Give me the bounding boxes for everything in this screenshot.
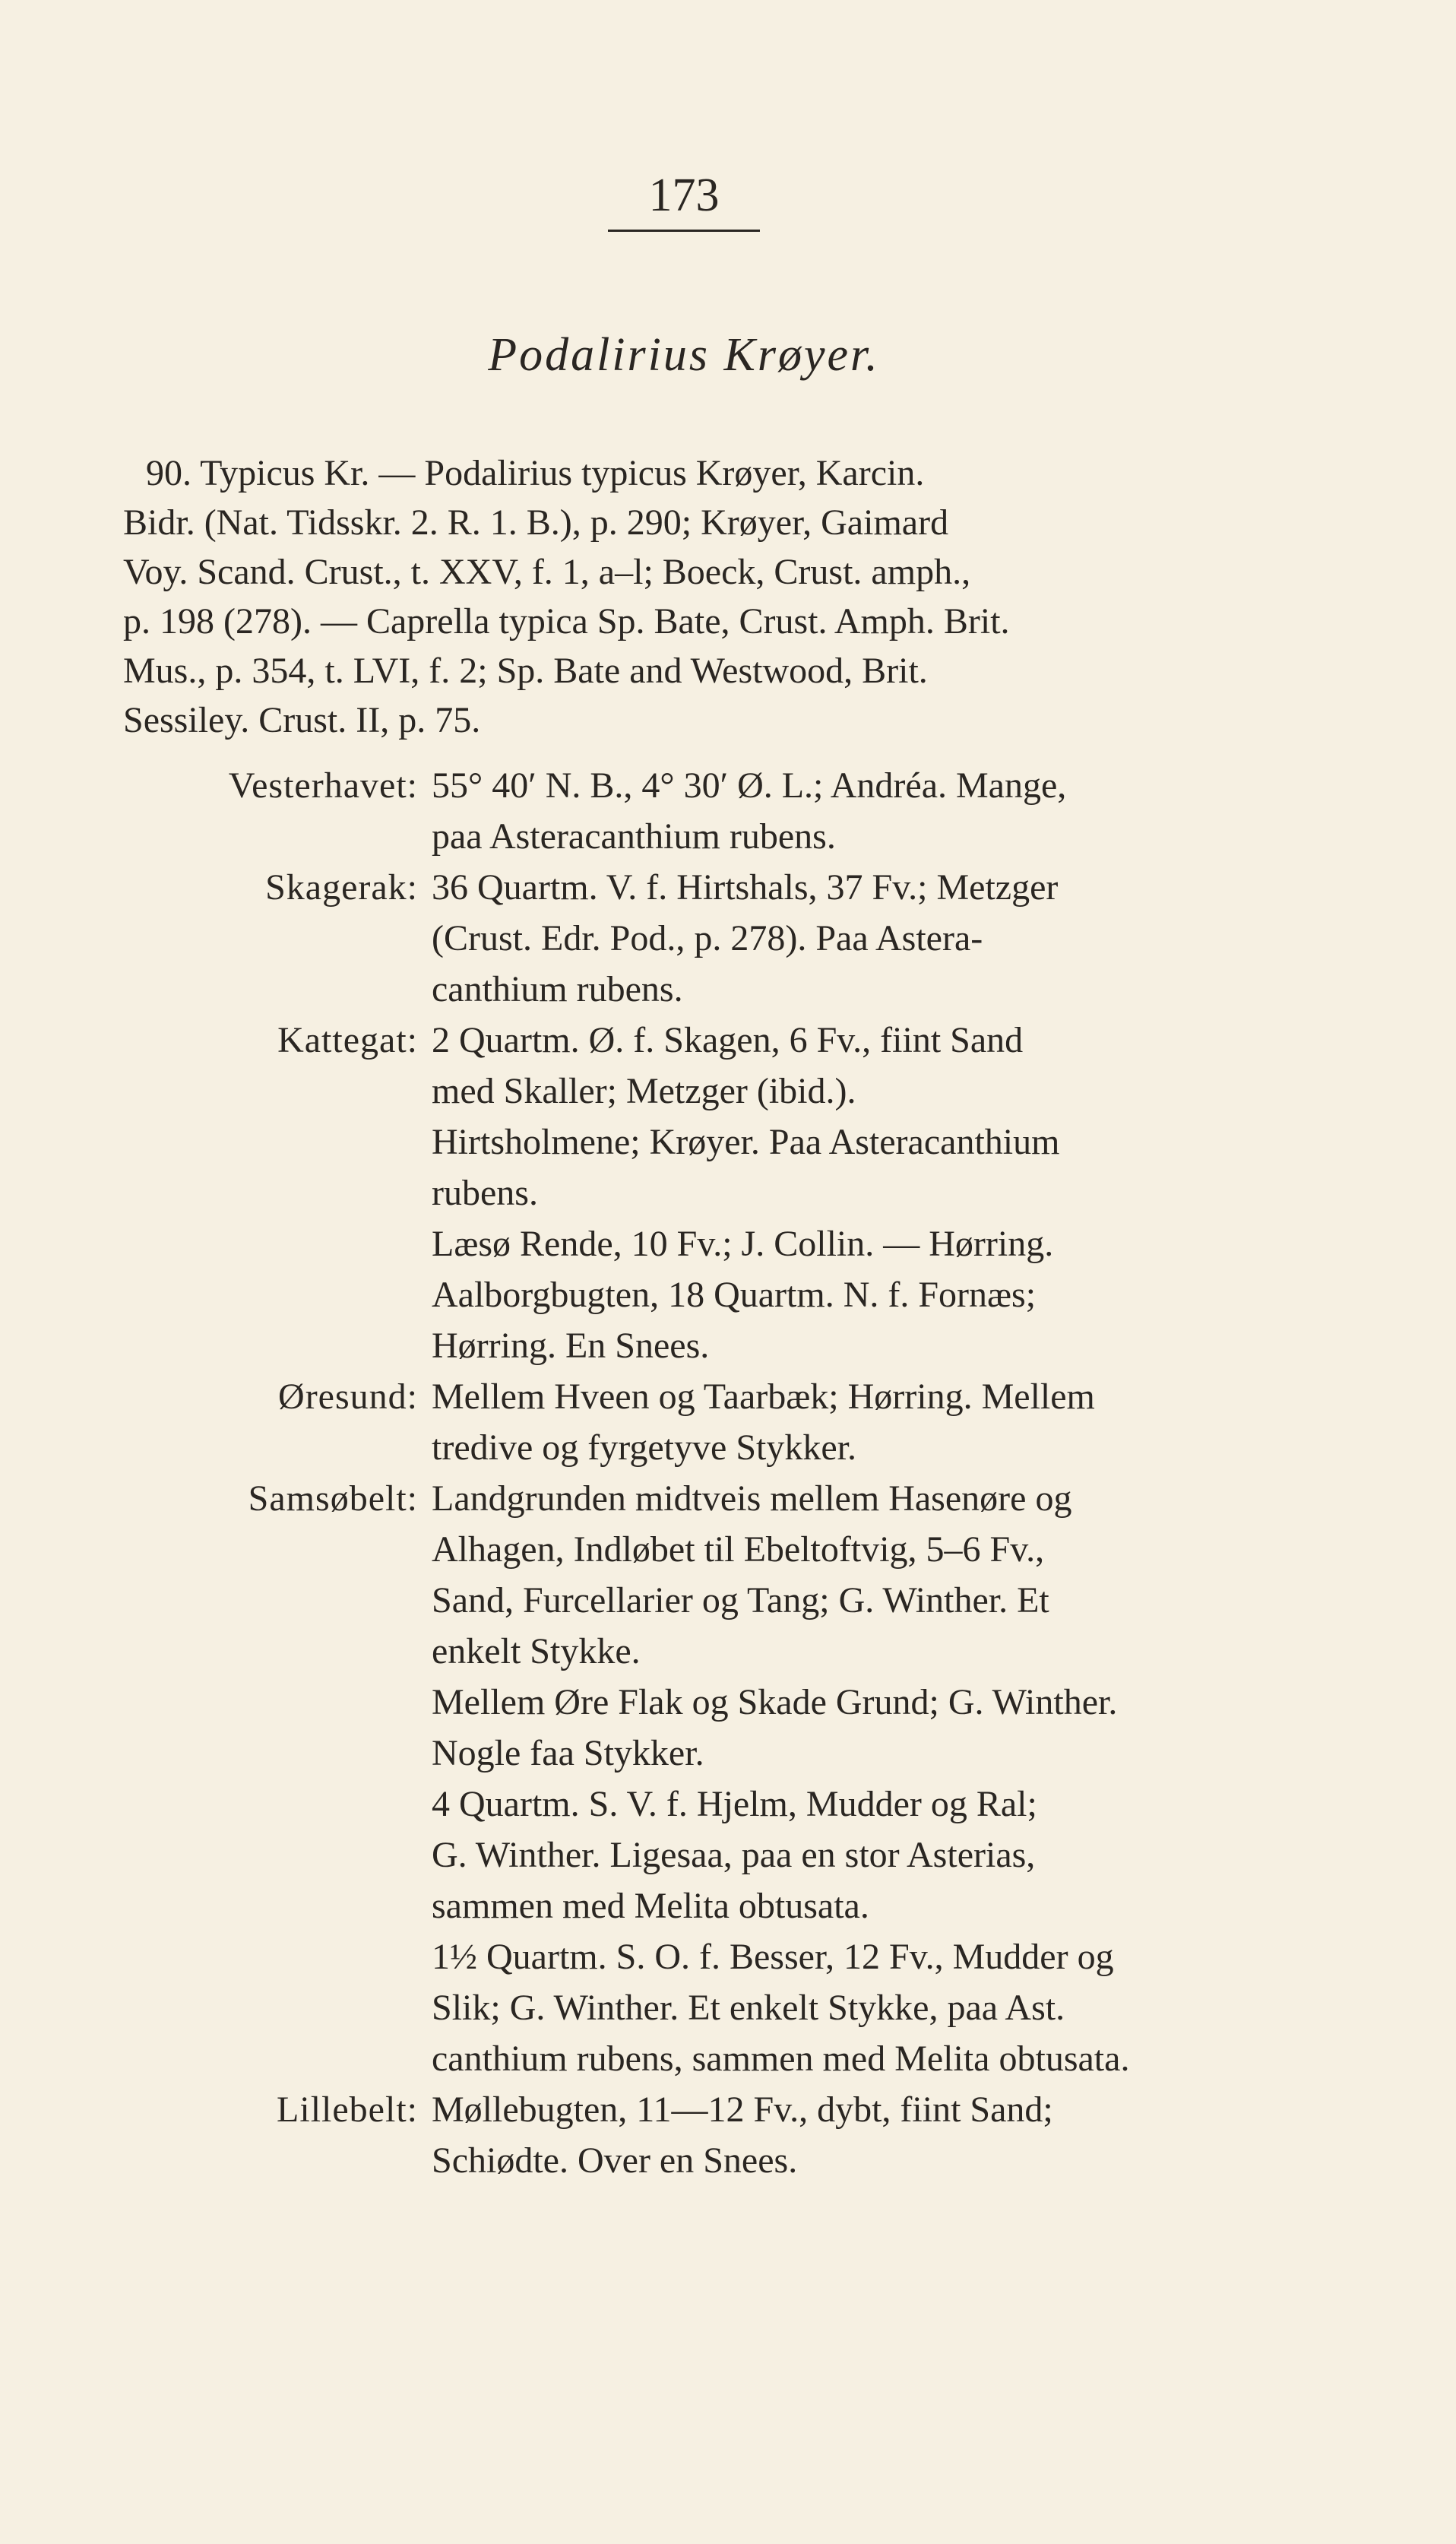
locality-line: canthium rubens. xyxy=(432,969,683,1009)
locality-line: 1½ Quartm. S. O. f. Besser, 12 Fv., Mudder og xyxy=(432,1937,1114,1977)
region-label: Lillebelt: xyxy=(277,2089,418,2130)
species-entry xyxy=(123,448,1263,745)
locality-line: Aalborgbugten, 18 Quartm. N. f. Fornæs; xyxy=(432,1275,1037,1315)
locality-text xyxy=(432,760,1269,862)
locality-text xyxy=(432,1015,1269,1371)
locality-text xyxy=(432,1473,1269,2084)
region-label: Skagerak: xyxy=(265,867,418,908)
locality-line: enkelt Stykke. xyxy=(432,1631,641,1671)
region-label: Øresund: xyxy=(278,1377,418,1417)
locality-line: Schiødte. Over en Snees. xyxy=(432,2140,798,2181)
region-label: Samsøbelt: xyxy=(248,1478,418,1519)
locality-line: Alhagen, Indløbet til Ebeltoftvig, 5–6 Fv., xyxy=(432,1529,1045,1570)
page-number-rule xyxy=(608,230,760,232)
locality-line: sammen med Melita obtusata. xyxy=(432,1886,869,1926)
locality-line: Slik; G. Winther. Et enkelt Stykke, paa Ast. xyxy=(432,1988,1065,2028)
locality-kattegat xyxy=(114,1015,1269,1371)
locality-line: Hirtsholmene; Krøyer. Paa Asteracanthium xyxy=(432,1122,1060,1162)
entry-line: Mus., p. 354, t. LVI, f. 2; Sp. Bate and Westwood, Brit. xyxy=(123,651,928,691)
locality-samsobelt xyxy=(114,1473,1269,2084)
locality-line: G. Winther. Ligesaa, paa en stor Asterias, xyxy=(432,1835,1036,1875)
entry-line: p. 198 (278). — Caprella typica Sp. Bate, Crust. Amph. Brit. xyxy=(123,601,1010,642)
locality-line: canthium rubens, sammen med Melita obtusata. xyxy=(432,2039,1130,2079)
locality-line: Mellem Øre Flak og Skade Grund; G. Winther. xyxy=(432,1682,1118,1722)
region-label: Vesterhavet: xyxy=(228,765,418,806)
locality-lillebelt xyxy=(114,2084,1269,2186)
entry-line: 90. Typicus Kr. — Podalirius typicus Krøyer, Karcin. xyxy=(146,453,925,493)
locality-text xyxy=(432,862,1269,1015)
locality-line: Sand, Furcellarier og Tang; G. Winther. Et xyxy=(432,1580,1049,1620)
locality-line: 36 Quartm. V. f. Hirtshals, 37 Fv.; Metzger xyxy=(432,867,1059,908)
locality-line: Læsø Rende, 10 Fv.; J. Collin. — Hørring. xyxy=(432,1224,1054,1264)
locality-line: paa Asteracanthium rubens. xyxy=(432,816,836,857)
locality-line: 55° 40′ N. B., 4° 30′ Ø. L.; Andréa. Mange, xyxy=(432,765,1067,806)
locality-line: rubens. xyxy=(432,1173,538,1213)
locality-line: Nogle faa Stykker. xyxy=(432,1733,704,1773)
locality-vesterhavet xyxy=(114,760,1269,862)
locality-line: Landgrunden midtveis mellem Hasenøre og xyxy=(432,1478,1072,1519)
locality-line: (Crust. Edr. Pod., p. 278). Paa Astera- xyxy=(432,918,983,958)
locality-skagerak xyxy=(114,862,1269,1015)
locality-line: Hørring. En Snees. xyxy=(432,1326,710,1366)
locality-list xyxy=(114,760,1269,2186)
page-number: 173 xyxy=(648,169,720,221)
locality-oresund xyxy=(114,1371,1269,1473)
locality-line: 2 Quartm. Ø. f. Skagen, 6 Fv., fiint Sand xyxy=(432,1020,1024,1060)
locality-line: Møllebugten, 11—12 Fv., dybt, fiint Sand; xyxy=(432,2089,1053,2130)
entry-line: Voy. Scand. Crust., t. XXV, f. 1, a–l; Boeck, Crust. amph., xyxy=(123,552,971,592)
genus-heading: Podalirius Krøyer. xyxy=(488,329,880,381)
region-label: Kattegat: xyxy=(277,1020,418,1060)
locality-line: 4 Quartm. S. V. f. Hjelm, Mudder og Ral; xyxy=(432,1784,1037,1824)
entry-line: Bidr. (Nat. Tidsskr. 2. R. 1. B.), p. 290; Krøyer, Gaimard xyxy=(123,502,949,543)
entry-line: Sessiley. Crust. II, p. 75. xyxy=(123,700,481,740)
locality-text xyxy=(432,1371,1269,1473)
locality-line: Mellem Hveen og Taarbæk; Hørring. Mellem xyxy=(432,1377,1095,1417)
locality-text xyxy=(432,2084,1269,2186)
locality-line: med Skaller; Metzger (ibid.). xyxy=(432,1071,856,1111)
locality-line: tredive og fyrgetyve Stykker. xyxy=(432,1427,856,1468)
